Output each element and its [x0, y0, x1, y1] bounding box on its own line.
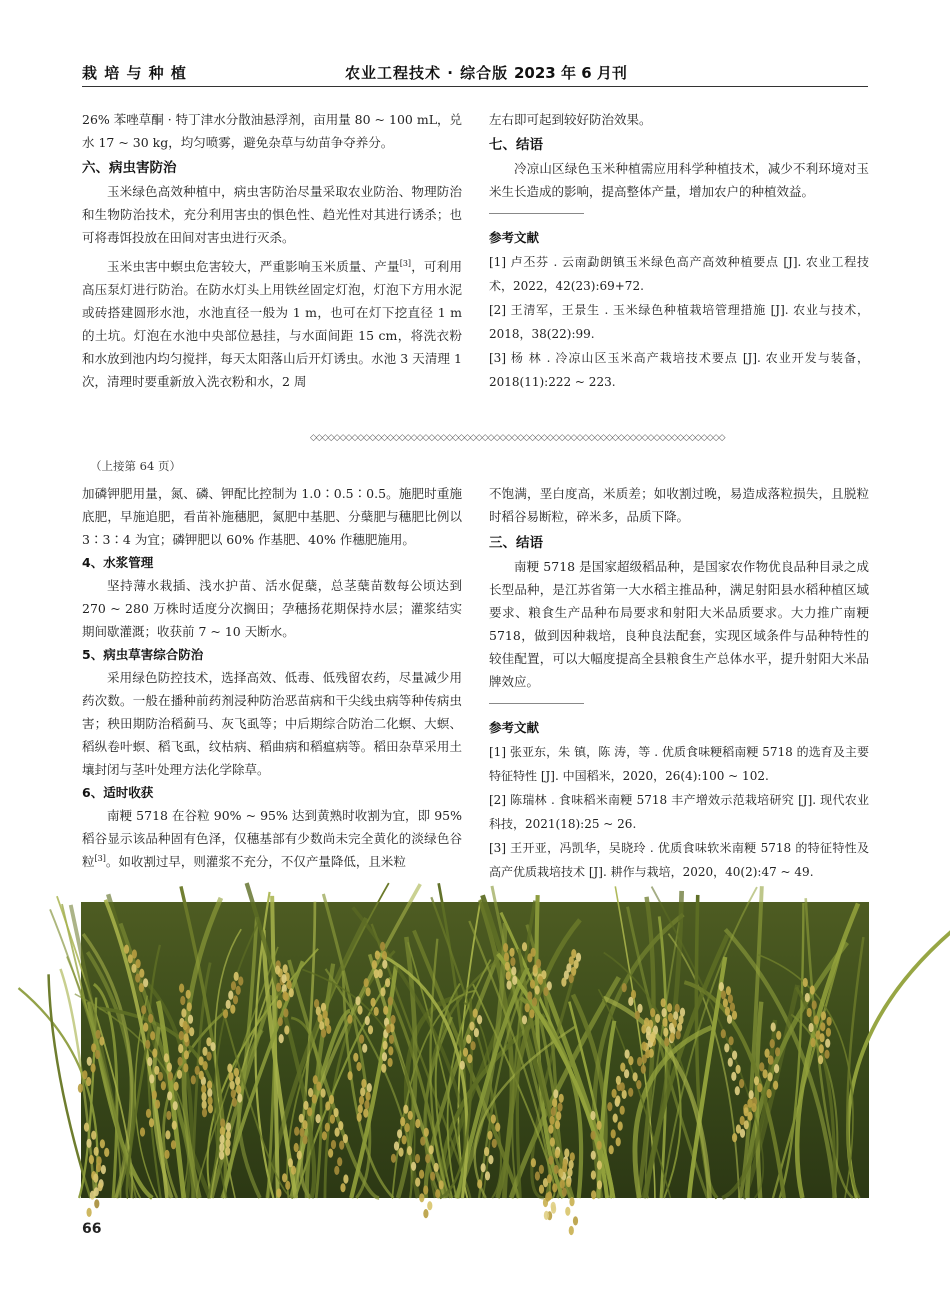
section-heading: 七、结语 — [489, 137, 543, 153]
section-heading: 六、病虫害防治 — [82, 160, 177, 176]
paragraph: 玉米虫害中螟虫危害较大，严重影响玉米质量、产量[3]，可利用高压泵灯进行防治。在防水灯头上用铁丝固定灯泡，灯泡下方用水泥或砖搭建圆形水池，水池直径一般为 1 m，也可在灯下挖直径 1 m 的土坑。灯泡在水池中央部位悬挂，与水面间距 15 cm，将洗衣粉和水放到池内均匀搅拌，每天太阳落山后开灯诱虫。水池 3 天清理 1 次，清理时要重新放入洗衣粉和水，2 周 — [82, 258, 462, 389]
reference-item: [1] 卢丕芬 . 云南勐朗镇玉米绿色高产高效种植要点 [J]. 农业工程技术，2022，42(23):69+72. — [489, 255, 869, 293]
top-right-column — [489, 108, 869, 394]
rice-field-photo — [81, 902, 869, 1198]
paragraph: 南粳 5718 是国家超级稻品种，是国家农作物优良品种目录之成长型品种，是江苏省第一大水稻主推品种，满足射阳县水稻种植区域要求、粮食生产品种布局要求和射阳大米品质要求。大力推广南粳 5718，做到因种栽培，良种良法配套，实现区域条件与品种特性的较佳配置，可以大幅度提高全县粮食生产总体水平，提升射阳大米品牌效应。 — [489, 559, 869, 689]
references-title: 参考文献 — [489, 230, 540, 245]
paragraph: 不饱满，垩白度高，米质差；如收割过晚，易造成落粒损失，且脱粒时稻谷易断粒，碎米多，品质下降。 — [489, 486, 869, 524]
journal-issue: 2023 年 6 月刊 — [514, 64, 627, 82]
citation-marker: [3] — [399, 258, 412, 268]
paragraph: 采用绿色防控技术，选择高效、低毒、低残留农药，尽量减少用药次数。一般在播种前药剂浸种防治恶苗病和干尖线虫病等种传病虫害；秧田期防治稻蓟马、灰飞虱等；中后期综合防治二化螟、大螟、稻纵卷叶螟、稻飞虱，纹枯病、稻曲病和稻瘟病等。稻田杂草采用土壤封闭与茎叶处理方法化学除草。 — [82, 670, 462, 777]
subsection-heading: 5、病虫草害综合防治 — [82, 647, 204, 662]
reference-item: [2] 王清军，王景生 . 玉米绿色种植栽培管理措施 [J]. 农业与技术，2018，38(22):99. — [489, 303, 869, 341]
reference-item: [1] 张亚东，朱 镇，陈 涛，等 . 优质食味粳稻南粳 5718 的选育及主要特征特性 [J]. 中国稻米，2020，26(4):100 ~ 102. — [489, 745, 869, 783]
paragraph: 冷凉山区绿色玉米种植需应用科学种植技术，减少不利环境对玉米生长造成的影响，提高整体产量，增加农户的种植效益。 — [489, 161, 869, 199]
references-title: 参考文献 — [489, 720, 540, 735]
reference-item: [3] 杨 林 . 冷凉山区玉米高产栽培技术要点 [J]. 农业开发与装备，2018(11):222 ~ 223. — [489, 351, 869, 389]
citation-marker: [3] — [94, 853, 106, 863]
paragraph: 加磷钾肥用量，氮、磷、钾配比控制为 1.0∶0.5∶0.5。施肥时重施底肥，早施追肥，看苗补施穗肥，氮肥中基肥、分蘖肥与穗肥比例以 3∶3∶4 为宜；磷钾肥以 60% 作基肥、40% 作穗肥施用。 — [82, 486, 462, 547]
rice-field-illustration — [81, 902, 869, 1198]
subsection-heading: 4、水浆管理 — [82, 555, 154, 570]
journal-name: 农业工程技术 · 综合版 — [345, 64, 509, 82]
page-number: 66 — [82, 1221, 102, 1237]
bottom-left-column — [82, 482, 462, 873]
section-heading: 三、结语 — [489, 535, 543, 551]
header-rule — [82, 86, 868, 87]
section-title: 栽 培 与 种 植 — [82, 64, 187, 82]
subsection-heading: 6、适时收获 — [82, 785, 154, 800]
paragraph: 玉米绿色高效种植中，病虫害防治尽量采取农业防治、物理防治和生物防治技术，充分利用害虫的惧色性、趋光性对其进行诱杀；也可将毒饵投放在田间对害虫进行灭杀。 — [82, 184, 462, 245]
top-left-column — [82, 108, 462, 393]
paragraph: 南粳 5718 在谷粒 90% ~ 95% 达到黄熟时收割为宜，即 95% 稻谷显示该品种固有色泽，仅穗基部有少数尚未完全黄化的淡绿色谷粒[3]。如收割过早，则灌浆不充分，不仅产量降低，且米粒 — [82, 808, 462, 869]
references-rule — [489, 703, 584, 704]
continued-note: （上接第 64 页） — [90, 459, 181, 473]
reference-item: [2] 陈瑞林 . 食味稻米南粳 5718 丰产增效示范栽培研究 [J]. 现代农业科技，2021(18):25 ~ 26. — [489, 793, 869, 831]
references-rule — [489, 213, 584, 214]
article-divider: ◇◇◇◇◇◇◇◇◇◇◇◇◇◇◇◇◇◇◇◇◇◇◇◇◇◇◇◇◇◇◇◇◇◇◇◇◇◇◇◇◇◇◇◇◇◇◇◇◇◇◇◇◇◇◇◇◇◇◇◇◇◇◇◇◇◇◇◇◇◇ — [310, 433, 725, 443]
paragraph: 坚持薄水栽插、浅水护苗、活水促蘖，总茎蘖苗数每公顷达到 270 ~ 280 万株时适度分次搁田；孕穗扬花期保持水层；灌浆结实期间歇灌溉；收获前 7 ~ 10 天断水。 — [82, 578, 462, 639]
reference-item: [3] 王开亚，冯凯华，吴晓玲 . 优质食味软米南粳 5718 的特征特性及高产优质栽培技术 [J]. 耕作与栽培，2020，40(2):47 ~ 49. — [489, 841, 869, 879]
paragraph: 26% 苯唑草酮 · 特丁津水分散油悬浮剂，亩用量 80 ~ 100 mL，兑水 17 ~ 30 kg，均匀喷雾，避免杂草与幼苗争夺养分。 — [82, 112, 462, 150]
bottom-right-column — [489, 482, 869, 884]
paragraph: 左右即可起到较好防治效果。 — [489, 112, 652, 127]
